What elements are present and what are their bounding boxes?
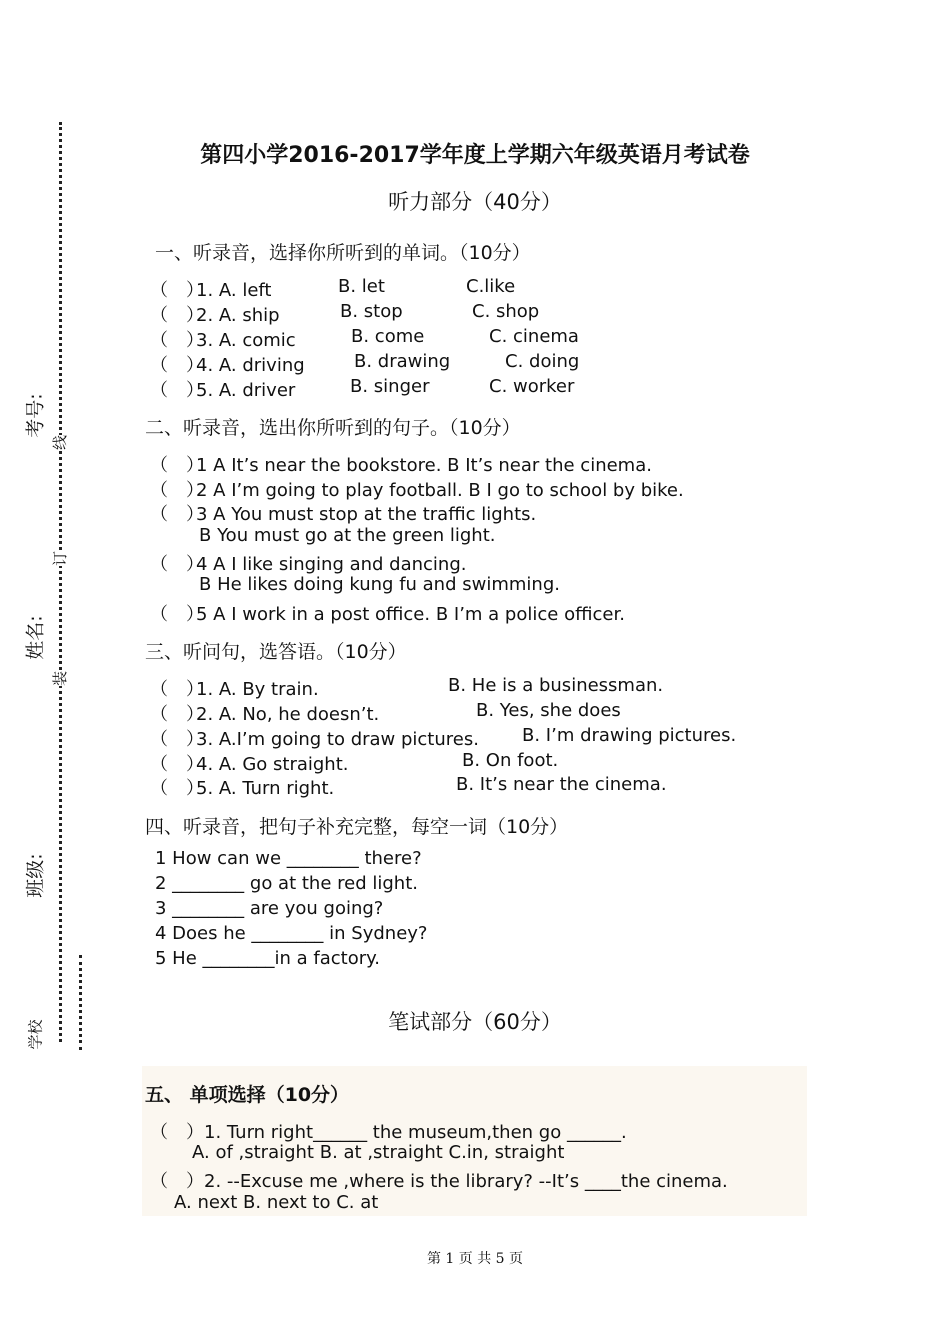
list-item: （ ）3. A. comic — [150, 330, 296, 351]
list-item: （ ）5. A. Turn right. — [150, 778, 335, 799]
section-3-heading: 三、听问句，选答语。（10分） — [145, 641, 407, 663]
list-item-continuation: B You must go at the green light. — [199, 525, 496, 546]
option-b: B. let — [338, 276, 385, 297]
list-item: （ ）1 A It’s near the bookstore. B It’s near the cinema. — [150, 455, 652, 476]
section-1-heading: 一、听录音，选择你所听到的单词。（10分） — [155, 242, 531, 264]
list-item: 1 How can we ________ there? — [155, 848, 422, 869]
option-b: B. On foot. — [462, 750, 559, 771]
question-1-options: A. of ,straight B. at ,straight C.in, straight — [192, 1142, 565, 1163]
option-c: C.like — [466, 276, 516, 297]
class-label: 班级: — [24, 853, 47, 898]
listening-header: 听力部分（40分） — [388, 190, 562, 214]
list-item: （ ）1. A. By train. — [150, 679, 319, 700]
list-item: （ ）4 A I like singing and dancing. — [150, 554, 467, 575]
list-item: （ ）2 A I’m going to play football. B I go to school by bike. — [150, 480, 684, 501]
option-c: C. worker — [489, 376, 575, 397]
option-b: B. It’s near the cinema. — [456, 774, 667, 795]
question-2-options: A. next B. next to C. at — [174, 1192, 379, 1213]
option-b: B. He is a businessman. — [448, 675, 664, 696]
list-item: （ ）1. A. left — [150, 280, 272, 301]
list-item: （ ）2. A. ship — [150, 305, 280, 326]
school-label: 学校 — [26, 1019, 45, 1050]
list-item: （ ）5 A I work in a post office. B I’m a police officer. — [150, 604, 625, 625]
binding-ding-mark: 订 — [51, 550, 70, 567]
option-c: C. shop — [472, 301, 540, 322]
section-2-heading: 二、听录音，选出你所听到的句子。（10分） — [145, 417, 521, 439]
list-item: （ ）4. A. Go straight. — [150, 754, 349, 775]
option-b: B. singer — [350, 376, 430, 397]
list-item: （ ）2. A. No, he doesn’t. — [150, 704, 380, 725]
option-c: C. doing — [505, 351, 580, 372]
option-b: B. stop — [340, 301, 403, 322]
list-item: 2 ________ go at the red light. — [155, 873, 418, 894]
option-b: B. come — [351, 326, 425, 347]
section-5-heading: 五、 单项选择（10分） — [145, 1084, 350, 1106]
list-item: （ ）4. A. driving — [150, 355, 305, 376]
binding-xian-mark: 线 — [51, 434, 70, 451]
name-label: 姓名: — [24, 615, 47, 660]
question-2: （ ）2. --Excuse me ,where is the library? --It’s ____the cinema. — [150, 1171, 728, 1192]
list-item: （ ）3. A.I’m going to draw pictures. — [150, 729, 479, 750]
list-item: （ ）5. A. driver — [150, 380, 296, 401]
page-footer: 第 1 页 共 5 页 — [426, 1251, 524, 1267]
option-b: B. Yes, she does — [476, 700, 621, 721]
list-item: 3 ________ are you going? — [155, 898, 384, 919]
question-1: （ ）1. Turn right______ the museum,then go ______. — [150, 1122, 627, 1143]
page-title: 第四小学2016-2017学年度上学期六年级英语月考试卷 — [200, 143, 750, 168]
binding-dotted-line-upper — [59, 122, 62, 1042]
list-item-continuation: B He likes doing kung fu and swimming. — [199, 574, 560, 595]
exam-number-label: 考号: — [24, 393, 47, 438]
binding-zhuang-mark: 装 — [51, 670, 70, 687]
section-4-heading: 四、听录音，把句子补充完整，每空一词（10分） — [145, 816, 569, 838]
list-item: 4 Does he ________ in Sydney? — [155, 923, 428, 944]
option-c: C. cinema — [489, 326, 579, 347]
list-item: （ ）3 A You must stop at the traffic lights. — [150, 504, 537, 525]
list-item: 5 He ________in a factory. — [155, 948, 380, 969]
writing-header: 笔试部分（60分） — [388, 1010, 562, 1034]
option-b: B. drawing — [354, 351, 451, 372]
option-b: B. I’m drawing pictures. — [522, 725, 737, 746]
